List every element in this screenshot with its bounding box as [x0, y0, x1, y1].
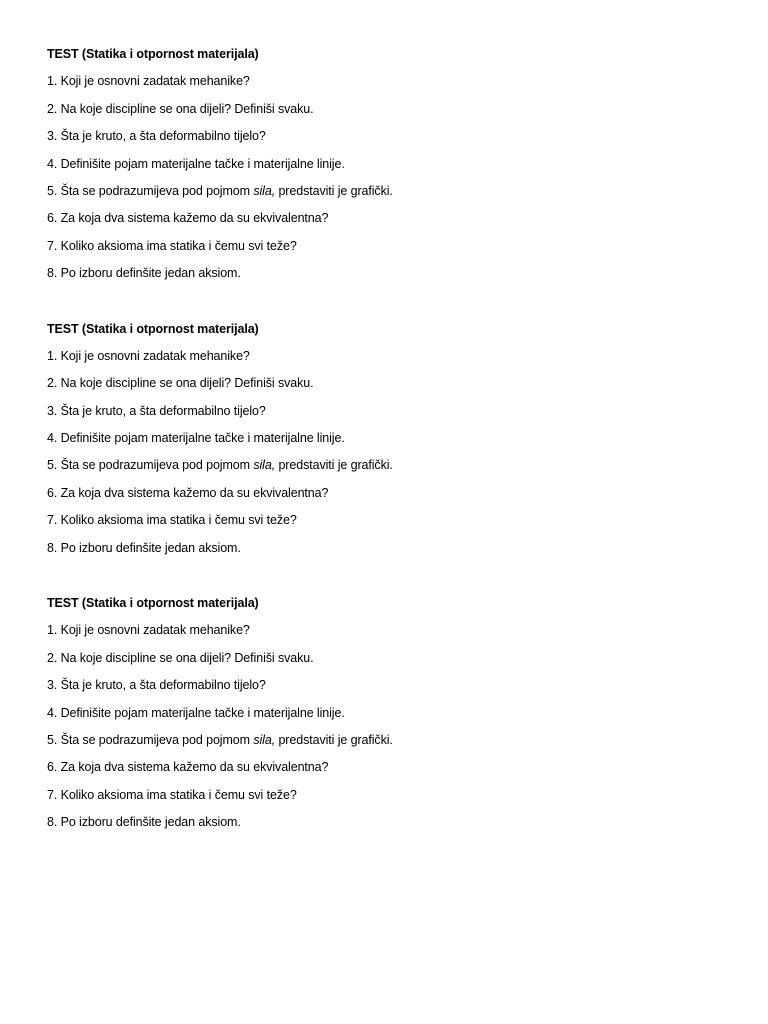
question-5-text-start: 5. Šta se podrazumijeva pod pojmom	[47, 458, 254, 473]
question-3: 3. Šta je kruto, a šta deformabilno tijelo?	[47, 403, 266, 418]
question-8: 8. Po izboru definšite jedan aksiom.	[47, 815, 241, 830]
question-8: 8. Po izboru definšite jedan aksiom.	[47, 540, 241, 555]
question-6: 6. Za koja dva sistema kažemo da su ekvivalentna?	[47, 211, 329, 226]
question-8: 8. Po izboru definšite jedan aksiom.	[47, 266, 241, 281]
question-5	[47, 452, 747, 479]
question-1: 1. Koji je osnovni zadatak mehanike?	[47, 623, 250, 638]
document-page	[47, 41, 747, 837]
test-title: TEST (Statika i otpornost materijala)	[47, 321, 259, 336]
question-6: 6. Za koja dva sistema kažemo da su ekvivalentna?	[47, 485, 329, 500]
test-title: TEST (Statika i otpornost materijala)	[47, 596, 259, 611]
question-4: 4. Definišite pojam materijalne tačke i materijalne linije.	[47, 156, 345, 171]
test-block	[47, 590, 747, 837]
question-4: 4. Definišite pojam materijalne tačke i materijalne linije.	[47, 431, 345, 446]
question-5-text-end: predstaviti je grafički.	[275, 183, 393, 198]
question-2: 2. Na koje discipline se ona dijeli? Definiši svaku.	[47, 376, 314, 391]
question-7: 7. Koliko aksioma ima statika i čemu svi teže?	[47, 787, 297, 802]
question-5-text-start: 5. Šta se podrazumijeva pod pojmom	[47, 183, 254, 198]
question-5-italic-term: sila,	[253, 183, 276, 198]
question-3: 3. Šta je kruto, a šta deformabilno tijelo?	[47, 678, 266, 693]
question-7: 7. Koliko aksioma ima statika i čemu svi teže?	[47, 513, 297, 528]
question-2: 2. Na koje discipline se ona dijeli? Definiši svaku.	[47, 650, 314, 665]
question-1: 1. Koji je osnovni zadatak mehanike?	[47, 348, 250, 363]
question-5	[47, 727, 747, 754]
question-5-text-end: predstaviti je grafički.	[275, 458, 393, 473]
question-5	[47, 178, 747, 205]
question-4: 4. Definišite pojam materijalne tačke i materijalne linije.	[47, 705, 345, 720]
question-6: 6. Za koja dva sistema kažemo da su ekvivalentna?	[47, 760, 329, 775]
question-5-italic-term: sila,	[253, 732, 276, 747]
question-5-italic-term: sila,	[253, 458, 276, 473]
test-block	[47, 316, 747, 563]
test-title: TEST (Statika i otpornost materijala)	[47, 47, 259, 61]
test-block	[47, 41, 747, 288]
question-3: 3. Šta je kruto, a šta deformabilno tijelo?	[47, 129, 266, 144]
question-5-text-start: 5. Šta se podrazumijeva pod pojmom	[47, 732, 254, 747]
question-1: 1. Koji je osnovni zadatak mehanike?	[47, 74, 250, 89]
question-2: 2. Na koje discipline se ona dijeli? Definiši svaku.	[47, 101, 314, 116]
question-5-text-end: predstaviti je grafički.	[275, 732, 393, 747]
question-7: 7. Koliko aksioma ima statika i čemu svi teže?	[47, 238, 297, 253]
